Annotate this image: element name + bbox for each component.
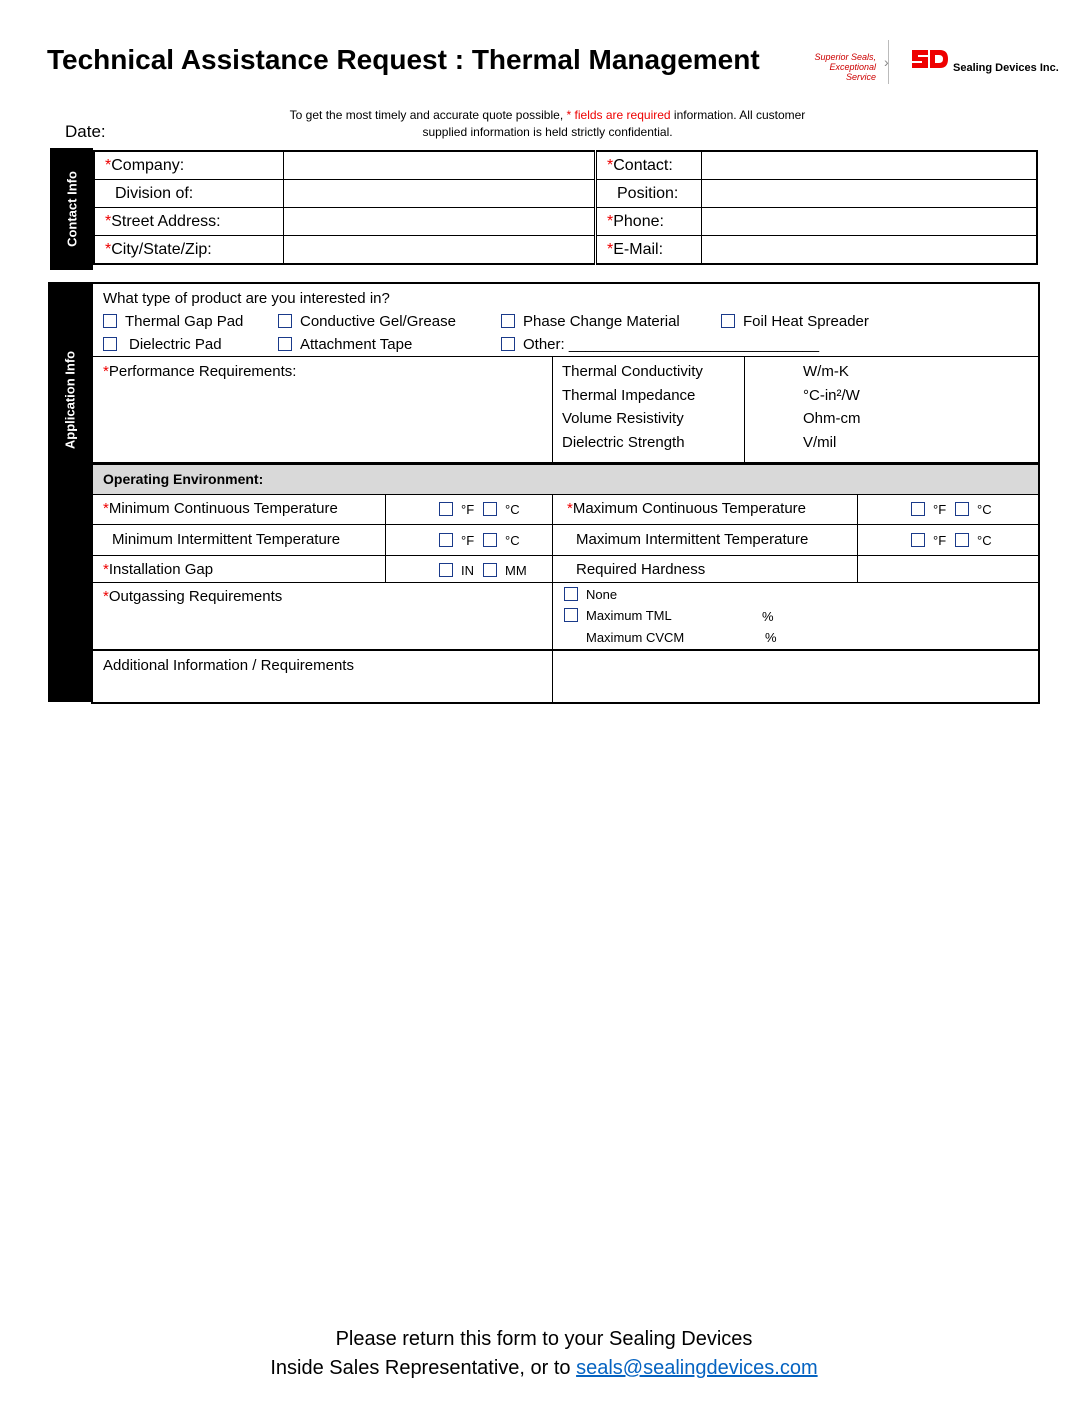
application-section — [91, 282, 1040, 704]
checkbox-icon[interactable] — [501, 314, 515, 328]
checkbox-icon[interactable] — [911, 533, 925, 547]
percent-label: % — [765, 630, 777, 645]
company-name: Sealing Devices Inc. — [953, 62, 1059, 74]
contact-row — [94, 236, 1037, 265]
contact-info-sidebar: Contact Info — [50, 148, 93, 270]
contact-field-label: *City/State/Zip: — [94, 236, 284, 265]
property-unit: Ohm-cm — [803, 410, 861, 427]
contact-row — [94, 208, 1037, 236]
installation-gap-label: *Installation Gap — [103, 561, 214, 578]
unit-c-option[interactable]: °C — [955, 532, 992, 549]
unit-f-option[interactable]: °F — [911, 532, 946, 549]
sealing-devices-logo — [910, 46, 950, 72]
product-question: What type of product are you interested in? — [103, 290, 390, 307]
max-continuous-label: *Maximum Continuous Temperature — [567, 500, 807, 517]
checkbox-icon[interactable] — [483, 502, 497, 516]
property-unit: W/m-K — [803, 363, 849, 380]
checkbox-icon[interactable] — [564, 608, 578, 622]
checkbox-icon[interactable] — [721, 314, 735, 328]
contact-field-label: *Street Address: — [94, 208, 284, 236]
unit-f-option[interactable]: °F — [911, 501, 946, 518]
checkbox-icon[interactable] — [483, 533, 497, 547]
product-option[interactable]: Dielectric Pad — [103, 336, 222, 353]
product-option[interactable]: Phase Change Material — [501, 313, 680, 330]
unit-c-option[interactable]: °C — [955, 501, 992, 518]
contact-field-input[interactable] — [284, 236, 596, 265]
contact-field-input[interactable] — [702, 208, 1038, 236]
contact-field-label: *Phone: — [596, 208, 702, 236]
outgas-none-option[interactable]: None — [564, 587, 617, 602]
additional-info-label: Additional Information / Requirements — [103, 657, 354, 674]
product-option[interactable]: Conductive Gel/Grease — [278, 313, 456, 330]
date-label: Date: — [65, 122, 106, 141]
contact-field-label: Position: — [596, 180, 702, 208]
checkbox-icon[interactable] — [501, 337, 515, 351]
contact-field-input[interactable] — [284, 180, 596, 208]
property-name: Thermal Conductivity — [562, 363, 703, 380]
contact-field-input[interactable] — [284, 151, 596, 180]
unit-f-option[interactable]: °F — [439, 501, 474, 518]
checkbox-icon[interactable] — [439, 502, 453, 516]
outgassing-label: *Outgassing Requirements — [103, 588, 283, 605]
checkbox-icon[interactable] — [439, 533, 453, 547]
property-unit: °C-in²/W — [803, 387, 860, 404]
checkbox-icon[interactable] — [103, 314, 117, 328]
product-option[interactable]: Thermal Gap Pad — [103, 313, 243, 330]
percent-label: % — [762, 609, 774, 624]
unit-f-option[interactable]: °F — [439, 532, 474, 549]
unit-in-option[interactable]: IN — [439, 562, 474, 579]
checkbox-icon[interactable] — [483, 563, 497, 577]
max-intermittent-label: Maximum Intermittent Temperature — [576, 531, 809, 548]
checkbox-icon[interactable] — [103, 337, 117, 351]
contact-field-input[interactable] — [702, 180, 1038, 208]
unit-c-option[interactable]: °C — [483, 501, 520, 518]
property-unit: V/mil — [803, 434, 837, 451]
operating-environment-header: Operating Environment: — [93, 465, 1038, 494]
checkbox-icon[interactable] — [278, 337, 292, 351]
required-hardness-label: Required Hardness — [576, 561, 706, 578]
outgas-cvcm-label: Maximum CVCM — [586, 630, 685, 645]
min-continuous-label: *Minimum Continuous Temperature — [103, 500, 338, 517]
performance-label: *Performance Requirements: — [103, 363, 297, 380]
contact-field-label: *Company: — [94, 151, 284, 180]
property-name: Volume Resistivity — [562, 410, 684, 427]
product-option[interactable]: Foil Heat Spreader — [721, 313, 869, 330]
contact-row — [94, 151, 1037, 180]
checkbox-icon[interactable] — [911, 502, 925, 516]
chevron-right-icon: › — [884, 54, 889, 70]
outgas-tml-option[interactable]: Maximum TML — [564, 608, 672, 623]
page-title: Technical Assistance Request : Thermal Management — [47, 44, 760, 75]
required-notice: To get the most timely and accurate quote possible, * fields are required information. All customer supplied information is held strictly confidential. — [289, 108, 806, 139]
checkbox-icon[interactable] — [955, 502, 969, 516]
contact-field-input[interactable] — [702, 151, 1038, 180]
unit-c-option[interactable]: °C — [483, 532, 520, 549]
contact-field-input[interactable] — [284, 208, 596, 236]
application-info-sidebar: Application Info — [48, 282, 91, 702]
product-option[interactable]: Attachment Tape — [278, 336, 412, 353]
contact-table — [93, 150, 1038, 265]
contact-row — [94, 180, 1037, 208]
footer: Please return this form to your Sealing Devices Inside Sales Representative, or to seals@sealingdevices.com — [270, 1328, 818, 1379]
email-link[interactable]: seals@sealingdevices.com — [576, 1357, 818, 1379]
checkbox-icon[interactable] — [439, 563, 453, 577]
property-name: Dielectric Strength — [562, 434, 685, 451]
checkbox-icon[interactable] — [955, 533, 969, 547]
contact-field-input[interactable] — [702, 236, 1038, 265]
contact-field-label: *E-Mail: — [596, 236, 702, 265]
checkbox-icon[interactable] — [278, 314, 292, 328]
checkbox-icon[interactable] — [564, 587, 578, 601]
product-option-other[interactable]: Other: ______________________________ — [501, 336, 819, 353]
property-name: Thermal Impedance — [562, 387, 696, 404]
contact-field-label: Division of: — [94, 180, 284, 208]
unit-mm-option[interactable]: MM — [483, 562, 527, 579]
contact-field-label: *Contact: — [596, 151, 702, 180]
tagline: Superior Seals, Exceptional Service — [814, 52, 876, 82]
min-intermittent-label: Minimum Intermittent Temperature — [112, 531, 341, 548]
